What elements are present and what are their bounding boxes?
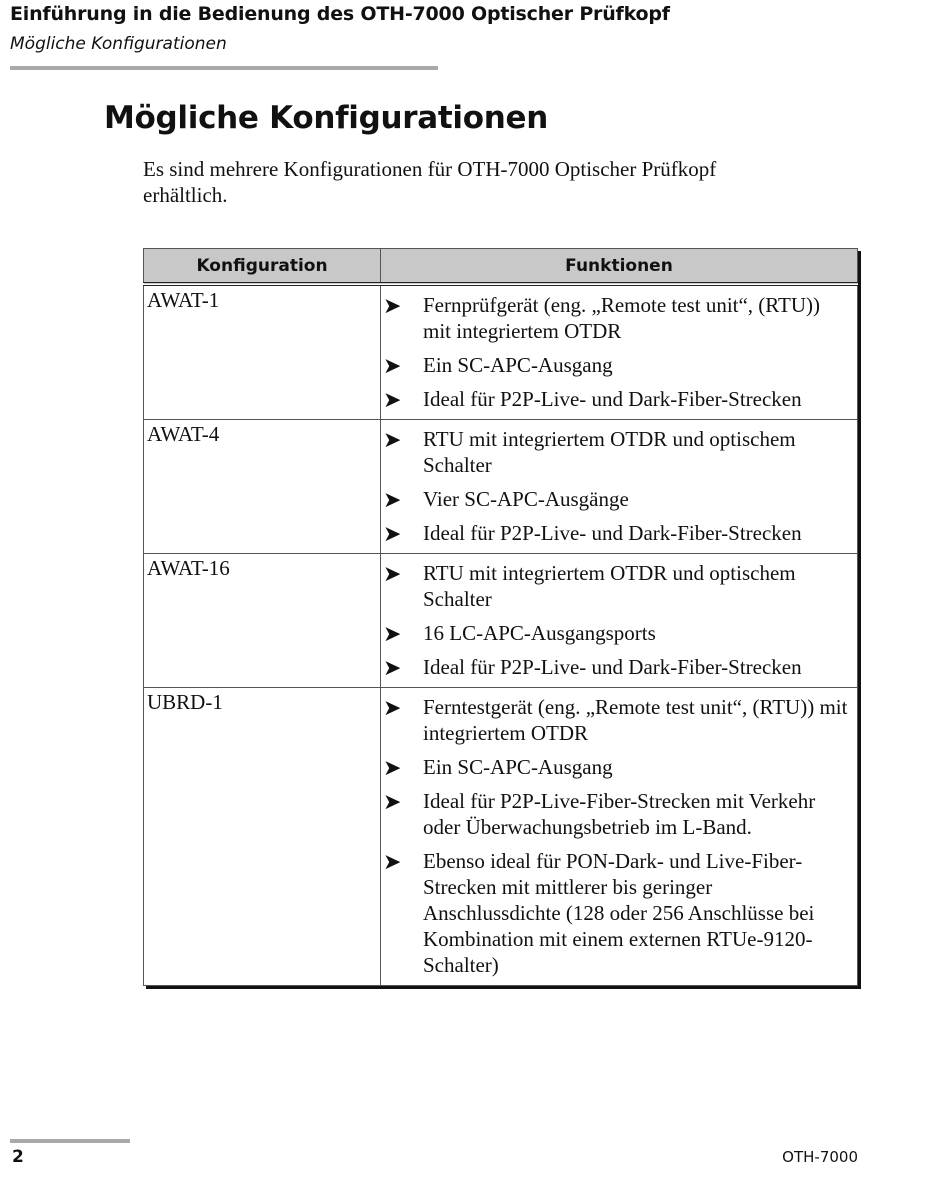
function-text: Ideal für P2P-Live- und Dark-Fiber-Strecken <box>423 521 802 545</box>
footer-product-name: OTH-7000 <box>782 1148 858 1166</box>
function-item <box>381 654 851 680</box>
page-number: 2 <box>12 1147 24 1167</box>
arrowhead-bullet-icon: ➤ <box>383 388 402 413</box>
function-item <box>381 426 851 478</box>
function-item <box>381 788 851 840</box>
table-row <box>144 420 858 554</box>
function-text: Ideal für P2P-Live- und Dark-Fiber-Strecken <box>423 387 802 411</box>
function-text: Ebenso ideal für PON-Dark- und Live-Fiber-Strecken mit mittlerer bis geringer Anschlussdichte (128 oder 256 Anschlüsse bei Kombination mit einem externen RTUe-9120-Schalter) <box>423 849 815 977</box>
table-row <box>144 688 858 986</box>
config-name: UBRD-1 <box>144 688 381 986</box>
column-header-configuration: Konfiguration <box>144 249 381 285</box>
configuration-table <box>143 248 858 986</box>
column-header-functions: Funktionen <box>381 249 858 285</box>
function-list <box>381 694 851 978</box>
arrowhead-bullet-icon: ➤ <box>383 562 402 587</box>
function-item <box>381 848 851 978</box>
function-list <box>381 560 851 680</box>
table-row <box>144 554 858 688</box>
function-item <box>381 754 851 780</box>
function-item <box>381 620 851 646</box>
function-text: 16 LC-APC-Ausgangsports <box>423 621 656 645</box>
table-body <box>144 284 858 986</box>
arrowhead-bullet-icon: ➤ <box>383 294 402 319</box>
arrowhead-bullet-icon: ➤ <box>383 622 402 647</box>
function-item <box>381 694 851 746</box>
intro-paragraph: Es sind mehrere Konfigurationen für OTH-7000 Optischer Prüfkopf erhältlich. <box>143 157 717 207</box>
arrowhead-bullet-icon: ➤ <box>383 756 402 781</box>
arrowhead-bullet-icon: ➤ <box>383 696 402 721</box>
function-item <box>381 292 851 344</box>
page-title: Mögliche Konfigurationen <box>104 100 548 136</box>
table-row <box>144 284 858 420</box>
function-list <box>381 292 851 412</box>
running-header-title: Einführung in die Bedienung des OTH-7000 Optischer Prüfkopf <box>10 3 670 25</box>
header-rule <box>10 66 438 70</box>
function-text: Ideal für P2P-Live- und Dark-Fiber-Strecken <box>423 655 802 679</box>
functions-cell <box>381 284 858 420</box>
running-header-subtitle: Mögliche Konfigurationen <box>10 34 227 54</box>
table-header-row <box>144 249 858 285</box>
function-item <box>381 386 851 412</box>
functions-cell <box>381 554 858 688</box>
function-text: Ein SC-APC-Ausgang <box>423 755 613 779</box>
function-item <box>381 560 851 612</box>
footer-rule <box>10 1139 130 1143</box>
arrowhead-bullet-icon: ➤ <box>383 790 402 815</box>
config-name: AWAT-16 <box>144 554 381 688</box>
arrowhead-bullet-icon: ➤ <box>383 656 402 681</box>
arrowhead-bullet-icon: ➤ <box>383 522 402 547</box>
arrowhead-bullet-icon: ➤ <box>383 488 402 513</box>
config-name: AWAT-1 <box>144 284 381 420</box>
arrowhead-bullet-icon: ➤ <box>383 354 402 379</box>
arrowhead-bullet-icon: ➤ <box>383 850 402 875</box>
functions-cell <box>381 688 858 986</box>
function-text: Vier SC-APC-Ausgänge <box>423 487 629 511</box>
config-name: AWAT-4 <box>144 420 381 554</box>
function-text: Ein SC-APC-Ausgang <box>423 353 613 377</box>
function-item <box>381 520 851 546</box>
function-item <box>381 486 851 512</box>
function-text: RTU mit integriertem OTDR und optischem Schalter <box>423 427 796 477</box>
arrowhead-bullet-icon: ➤ <box>383 428 402 453</box>
function-list <box>381 426 851 546</box>
function-text: Fernprüfgerät (eng. „Remote test unit“, (RTU)) mit integriertem OTDR <box>423 293 821 343</box>
function-item <box>381 352 851 378</box>
function-text: Ideal für P2P-Live-Fiber-Strecken mit Verkehr oder Überwachungsbetrieb im L-Band. <box>423 789 816 839</box>
function-text: Ferntestgerät (eng. „Remote test unit“, (RTU)) mit integriertem OTDR <box>423 695 848 745</box>
functions-cell <box>381 420 858 554</box>
function-text: RTU mit integriertem OTDR und optischem Schalter <box>423 561 796 611</box>
